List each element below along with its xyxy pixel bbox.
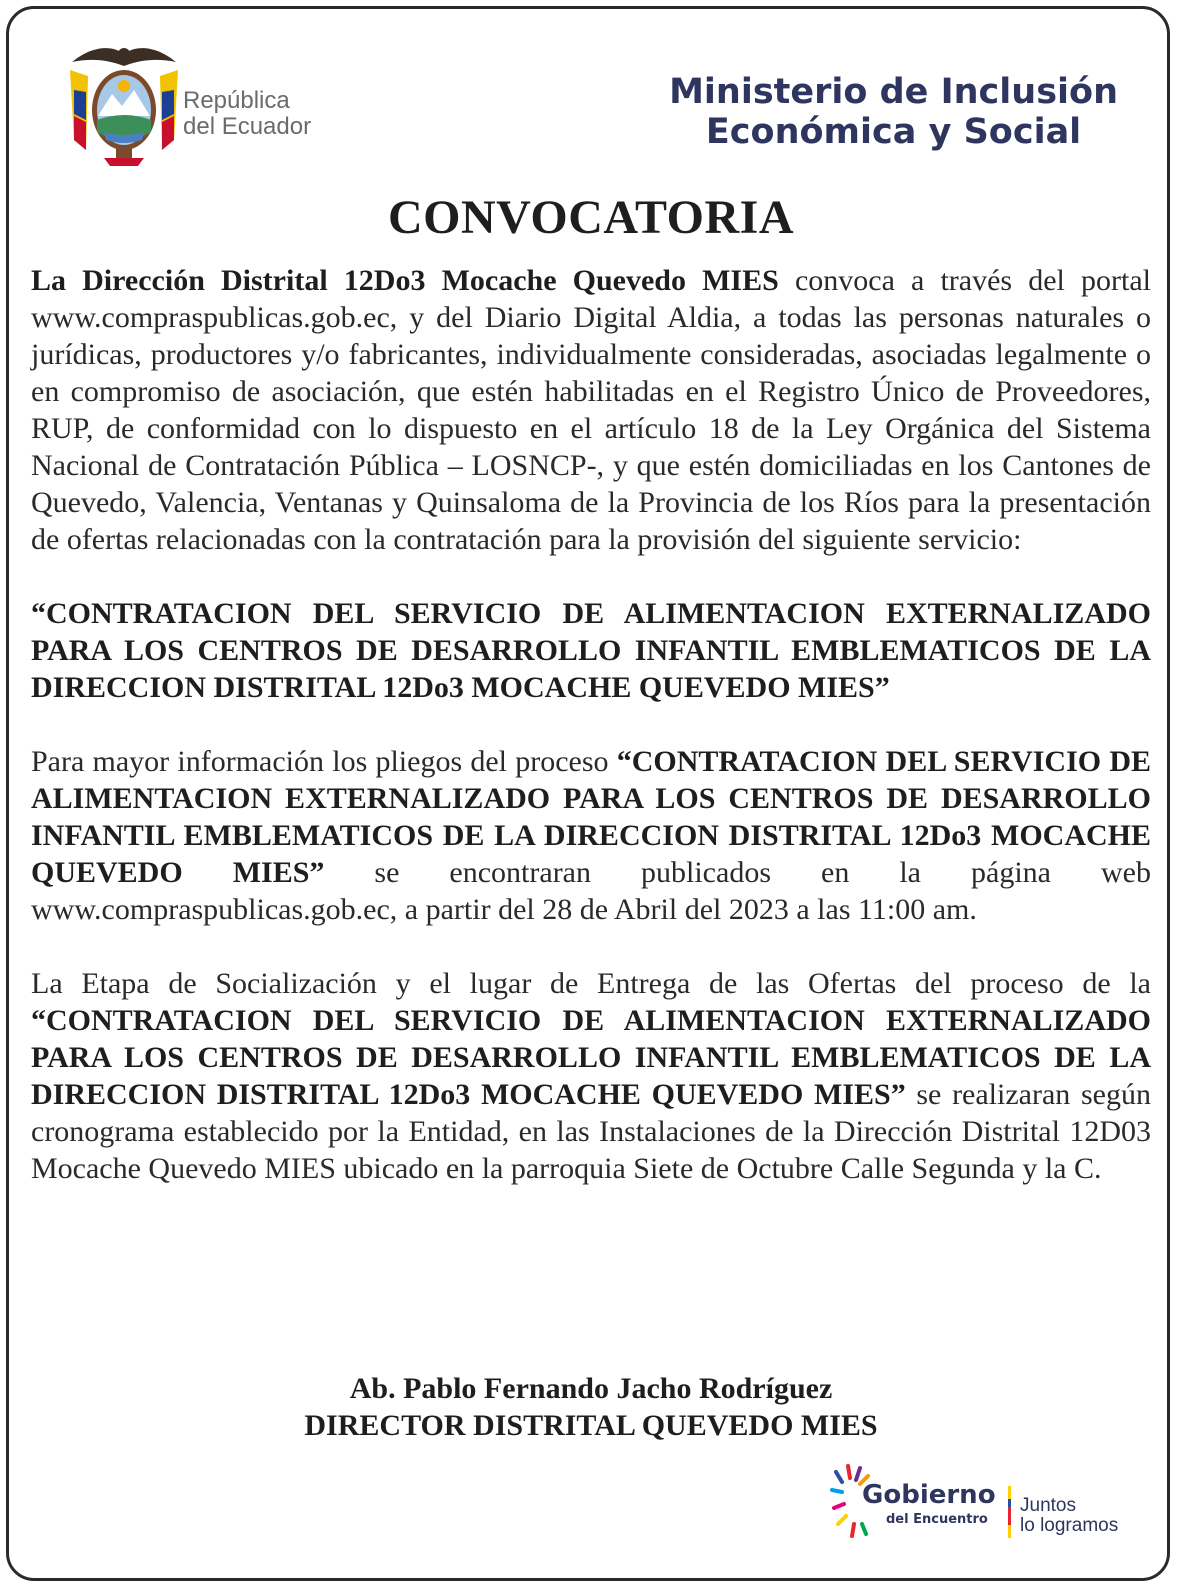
gobierno-wordmark: Gobierno [862, 1480, 996, 1510]
slogan [1020, 1496, 1118, 1536]
slogan-line-2: lo logramos [1020, 1515, 1119, 1536]
information-text-before: Para mayor información los pliegos del proceso [31, 745, 617, 778]
paragraph-socialization [31, 965, 1151, 1187]
ecuador-coat-of-arms-icon [64, 40, 184, 170]
del-encuentro-wordmark: del Encuentro [886, 1512, 988, 1527]
notice-body [31, 262, 1151, 1187]
republic-line-2: del Ecuador [183, 113, 312, 140]
socialization-text-before: La Etapa de Socialización y el lugar de Entrega de las Ofertas del proceso de la [31, 967, 1151, 1000]
ministry-line-2: Económica y Social [705, 112, 1082, 152]
information-process-name: “CONTRATACION DEL SERVICIO DE ALIMENTACION EXTERNALIZADO PARA LOS CENTROS DE DESARROLLO INFANTIL EMBLEMATICOS DE LA DIRECCION DISTRITAL 12Do3 MOCACHE QUEVEDO MIES” [31, 745, 1151, 889]
logo-divider-red [1008, 1507, 1011, 1525]
invitation-text: convoca a través del portal www.compraspublicas.gob.ec, y del Diario Digital Aldia, a todas las personas naturales o jurídicas, productores y/o fabricantes, individualmente consideradas, asociadas legalmente o en compromiso de asociación, que estén habilitadas en el Registro Único de Proveedores, RUP, de conformidad con lo dispuesto en el artículo 18 de la Ley Orgánica del Sistema Nacional de Contratación Pública – LOSNCP-, y que estén domiciliadas en los Cantones de Quevedo, Valencia, Ventanas y Quinsaloma de la Provincia de los Ríos para la presentación de ofertas relacionadas con la contratación para la provisión del siguiente servicio: [31, 264, 1151, 556]
socialization-text-after: se realizaran según cronograma establecido por la Entidad, en las Instalaciones de la Dirección Distrital 12D03 Mocache Quevedo MIES ubicado en la parroquia Siete de Octubre Calle Segunda y la C. [31, 1078, 1151, 1185]
slogan-line-1: Juntos [1020, 1495, 1076, 1516]
invitation-lead: La Dirección Distrital 12Do3 Mocache Quevedo MIES [31, 264, 779, 297]
socialization-process-name: “CONTRATACION DEL SERVICIO DE ALIMENTACION EXTERNALIZADO PARA LOS CENTROS DE DESARROLLO INFANTIL EMBLEMATICOS DE LA DIRECCION DISTRITAL 12Do3 MOCACHE QUEVEDO MIES” [31, 1004, 1151, 1111]
paragraph-invitation [31, 262, 1151, 558]
signatory-name: Ab. Pablo Fernando Jacho Rodríguez [349, 1372, 833, 1405]
service-title: “CONTRATACION DEL SERVICIO DE ALIMENTACION EXTERNALIZADO PARA LOS CENTROS DE DESARROLLO INFANTIL EMBLEMATICOS DE LA DIRECCION DISTRITAL 12Do3 MOCACHE QUEVEDO MIES” [31, 597, 1151, 704]
information-text-after: se encontraran publicados en la página web www.compraspublicas.gob.ec, a partir del 28 de Abril del 2023 a las 11:00 am. [31, 856, 1151, 926]
ministry-name [669, 72, 1118, 152]
signatory-role: DIRECTOR DISTRITAL QUEVEDO MIES [304, 1409, 878, 1442]
paragraph-information [31, 743, 1151, 928]
gobierno-del-encuentro-logo [830, 1462, 1150, 1552]
republic-name [183, 88, 311, 140]
page-title: CONVOCATORIA [388, 191, 794, 244]
ministry-line-1: Ministerio de Inclusión [669, 72, 1118, 112]
signature-block [0, 1370, 1182, 1444]
paragraph-service-title [31, 595, 1151, 706]
republic-line-1: República [183, 87, 290, 114]
